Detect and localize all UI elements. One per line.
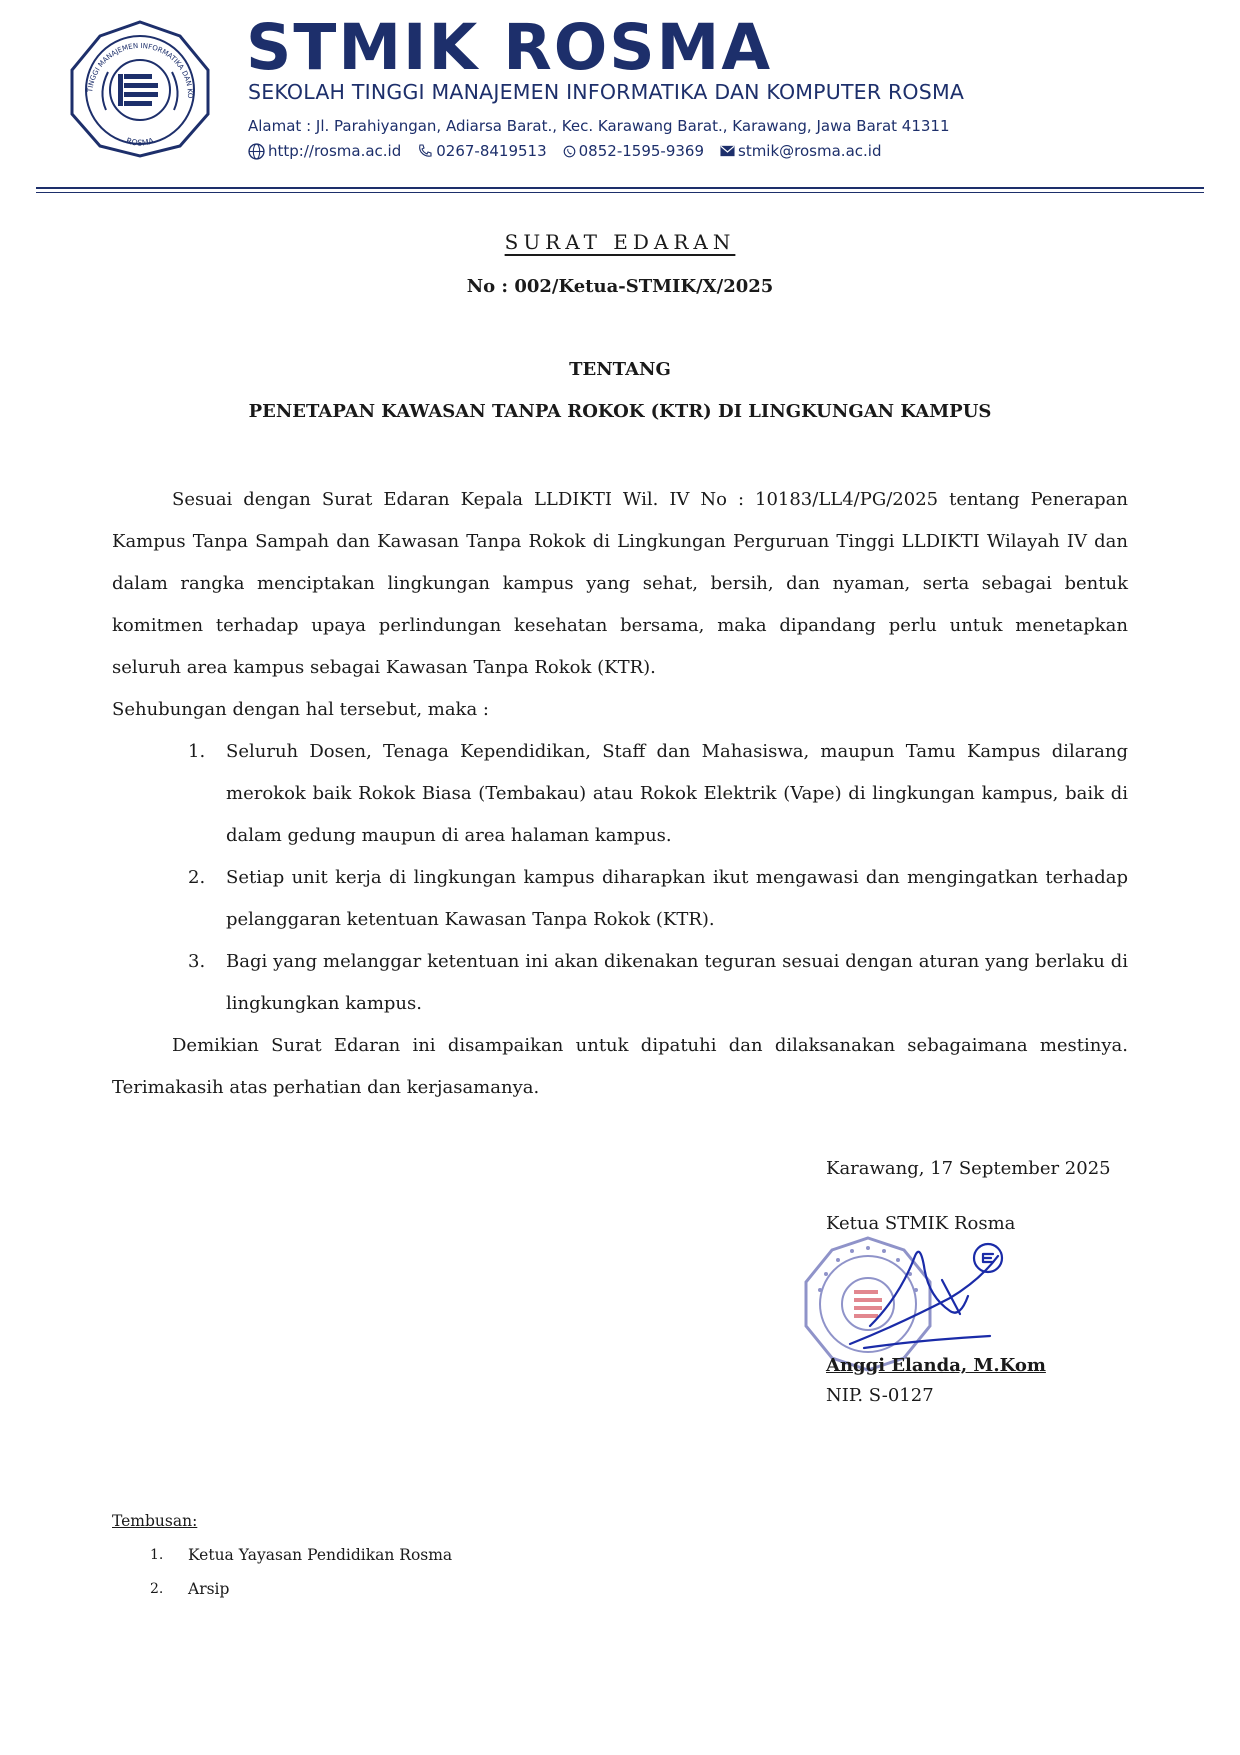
list-item: [112, 1578, 452, 1612]
whatsapp-number: 0852-1595-9369: [578, 142, 704, 160]
website-link[interactable]: http://rosma.ac.id: [268, 142, 402, 160]
list-item-text: Seluruh Dosen, Tenaga Kependidikan, Staff dan Mahasiswa, maupun Tamu Kampus dilarang merokok baik Rokok Biasa (Tembakau) atau Rokok Elektrik (Vape) di lingkungan kampus, baik di dalam gedung maupun di area halaman kampus.: [226, 741, 1128, 846]
handwritten-signature: [840, 1236, 1020, 1356]
logo-name-text: ROSMA: [125, 136, 155, 148]
closing-paragraph: Demikian Surat Edaran ini disampaikan untuk dipatuhi dan dilaksanakan sebagaimana mestinya. Terimakasih atas perhatian dan kerjasamanya.: [112, 1035, 1128, 1098]
signatory-name: Anggi Elanda, M.Kom: [826, 1355, 1046, 1376]
copies-label: Tembusan:: [112, 1512, 198, 1530]
list-item-number: 1.: [150, 1547, 164, 1563]
list-item-number: 2.: [150, 1581, 164, 1597]
whatsapp-contact: [563, 142, 704, 160]
list-item: [112, 857, 1128, 941]
globe-icon: [248, 143, 265, 160]
about-subject: PENETAPAN KAWASAN TANPA ROKOK (KTR) DI LINGKUNGAN KAMPUS: [248, 401, 992, 422]
institution-logo: [62, 18, 218, 158]
header-divider-thin: [36, 192, 1204, 193]
list-item: [112, 1544, 452, 1578]
logo-arc-text: TINGGI MANAJEMEN INFORMATIKA DAN KO: [86, 41, 195, 99]
contact-row: [248, 142, 897, 160]
list-item-number: 3.: [188, 951, 206, 972]
provisions-list: [112, 731, 1128, 1025]
list-item: [112, 731, 1128, 857]
list-item-number: 1.: [188, 741, 206, 762]
website-contact[interactable]: [248, 142, 401, 160]
list-item-number: 2.: [188, 867, 206, 888]
phone-icon: [417, 143, 433, 159]
place-date: Karawang, 17 September 2025: [826, 1158, 1111, 1179]
list-item-text: Bagi yang melanggar ketentuan ini akan dikenakan teguran sesuai dengan aturan yang berlaku di lingkungkan kampus.: [226, 951, 1128, 1014]
email-link[interactable]: stmik@rosma.ac.id: [738, 142, 882, 160]
list-item-text: Setiap unit kerja di lingkungan kampus diharapkan ikut mengawasi dan mengingatkan terhadap pelanggaran ketentuan Kawasan Tanpa Rokok (KTR).: [226, 867, 1128, 930]
email-contact[interactable]: [720, 142, 881, 160]
document-number: No : 002/Ketua-STMIK/X/2025: [466, 276, 774, 297]
about-label: TENTANG: [569, 359, 671, 380]
institution-short-name: STMIK ROSMA: [246, 11, 773, 84]
lead-in-paragraph: Sehubungan dengan hal tersebut, maka :: [112, 699, 489, 720]
institution-address: Alamat : Jl. Parahiyangan, Adiarsa Barat., Kec. Karawang Barat., Karawang, Jawa Barat 41311: [248, 117, 950, 135]
copies-list: [112, 1544, 452, 1612]
letter-body: [112, 479, 1128, 1109]
svg-text:ROSMA: [125, 136, 155, 147]
list-item-text: Arsip: [188, 1580, 230, 1598]
whatsapp-icon: [563, 145, 576, 158]
signatory-nip: NIP. S-0127: [826, 1385, 934, 1406]
header-divider-thick: [36, 187, 1204, 189]
phone-number: 0267-8419513: [436, 142, 547, 160]
signatory-role: Ketua STMIK Rosma: [826, 1213, 1016, 1234]
phone-contact: [417, 142, 546, 160]
mail-icon: [720, 145, 735, 157]
list-item-text: Ketua Yayasan Pendidikan Rosma: [188, 1546, 453, 1564]
intro-paragraph: Sesuai dengan Surat Edaran Kepala LLDIKTI Wil. IV No : 10183/LL4/PG/2025 tentang Penerapan Kampus Tanpa Sampah dan Kawasan Tanpa Rokok di Lingkungan Perguruan Tinggi LLDIKTI Wilayah IV dan dalam rangka menciptakan lingkungan kampus yang sehat, bersih, dan nyaman, serta sebagai bentuk komitmen terhadap upaya perlindungan kesehatan bersama, maka dipandang perlu untuk menetapkan seluruh area kampus sebagai Kawasan Tanpa Rokok (KTR).: [112, 489, 1128, 678]
institution-full-name: SEKOLAH TINGGI MANAJEMEN INFORMATIKA DAN KOMPUTER ROSMA: [248, 80, 965, 104]
list-item: [112, 941, 1128, 1025]
document-title: SURAT EDARAN: [504, 230, 736, 254]
